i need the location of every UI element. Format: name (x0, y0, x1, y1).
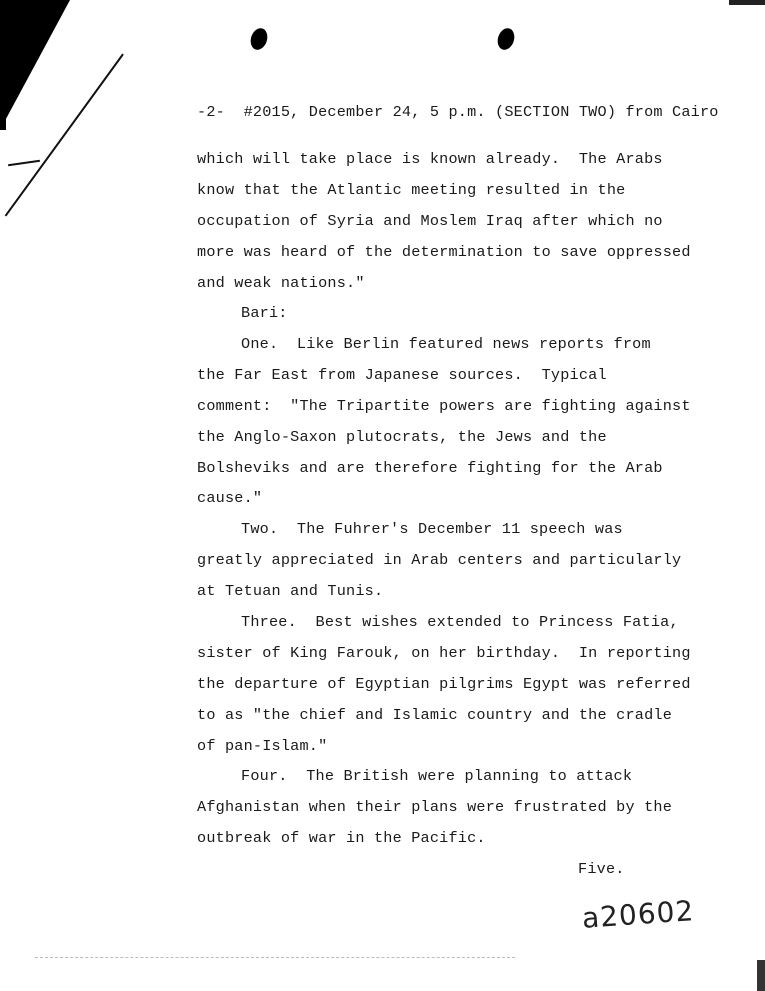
text-line: which will take place is known already. The Arabs (197, 150, 663, 168)
continuation-marker: Five. (578, 860, 625, 878)
text-line: outbreak of war in the Pacific. (197, 829, 486, 847)
scan-edge-artifact (0, 75, 6, 130)
text-line: One. Like Berlin featured news reports from (241, 335, 651, 353)
text-line: occupation of Syria and Moslem Iraq after which no (197, 212, 663, 230)
text-line: Three. Best wishes extended to Princess Fatia, (241, 613, 679, 631)
text-line: sister of King Farouk, on her birthday. In reporting (197, 644, 691, 662)
section-label-bari: Bari: (241, 304, 288, 322)
folded-corner-shadow (0, 0, 70, 130)
text-line: the Anglo-Saxon plutocrats, the Jews and the (197, 428, 607, 446)
text-line: greatly appreciated in Arab centers and particularly (197, 551, 682, 569)
fold-crease-tick (8, 160, 40, 166)
text-line: more was heard of the determination to save oppressed (197, 243, 691, 261)
text-line: of pan-Islam." (197, 737, 328, 755)
text-line: comment: "The Tripartite powers are fighting against (197, 397, 691, 415)
text-line: to as "the chief and Islamic country and the cradle (197, 706, 673, 724)
scan-edge-artifact-top-right (729, 0, 765, 5)
text-line: and weak nations." (197, 274, 365, 292)
document-header: -2- #2015, December 24, 5 p.m. (SECTION TWO) from Cairo (197, 103, 719, 121)
bottom-page-edge (35, 957, 515, 958)
handwritten-archive-number: a20602 (580, 894, 696, 935)
text-line: Afghanistan when their plans were frustrated by the (197, 798, 673, 816)
scan-edge-artifact-bottom-right (757, 960, 765, 991)
text-line: Two. The Fuhrer's December 11 speech was (241, 520, 623, 538)
punch-hole-left (248, 26, 270, 52)
text-line: know that the Atlantic meeting resulted in the (197, 181, 626, 199)
text-line: the departure of Egyptian pilgrims Egypt was referred (197, 675, 691, 693)
text-line: the Far East from Japanese sources. Typical (197, 366, 607, 384)
text-line: cause." (197, 489, 263, 507)
text-line: Bolsheviks and are therefore fighting for the Arab (197, 459, 663, 477)
text-line: Four. The British were planning to attack (241, 767, 633, 785)
text-line: at Tetuan and Tunis. (197, 582, 384, 600)
punch-hole-right (495, 26, 517, 52)
